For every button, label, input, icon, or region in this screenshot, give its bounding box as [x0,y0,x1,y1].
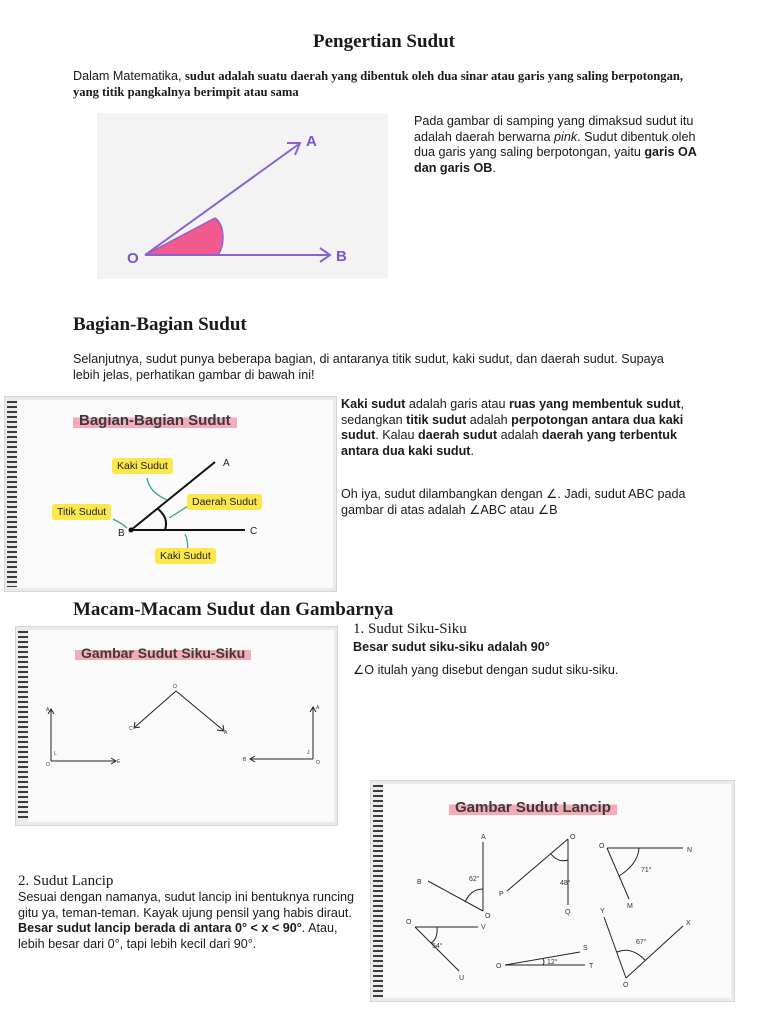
side-text-2: . Sudut dibentuk oleh dua garis yang saling berpotongan, yaitu [414,129,696,159]
label-a: A [46,707,50,713]
s2-t10: adalah [497,428,542,442]
arc [543,959,544,965]
angle-diagram [97,113,388,279]
label-o: O [46,762,50,768]
bagian-intro: Selanjutnya, sudut punya beberapa bagian, di antaranya titik sudut, kaki sudut, dan daerah sudut. Supaya lebih jelas, perhatikan gambar di bawah ini! [73,352,664,382]
label-m: M [627,903,633,910]
tag-kaki-sudut-bottom: Kaki Sudut [155,548,216,564]
label-j: J [307,750,310,756]
intro-bold: sudut adalah suatu daerah yang dibentuk oleh dua sinar atau garis yang saling berpotongan, yang titik pangkalnya berimpit atau sama [73,69,684,99]
angle-explanation [414,114,704,176]
label-a: A [306,133,317,150]
arc [465,889,483,902]
label-o: O [623,982,629,989]
ray-oa-2 [176,691,223,730]
section-title-macam: Macam-Macam Sudut dan Gambarnya [73,599,394,620]
label-q: Q [565,909,571,916]
ray [428,881,483,911]
s2-t11: daerah yang terbentuk antara dua kaki sudut [341,428,677,458]
spiral-binding [18,631,28,821]
notebook-paper [28,630,334,822]
ray [505,952,580,965]
lancip-figure-title: Gambar Sudut Lancip [449,797,617,818]
intro-plain: Dalam Matematika, [73,69,182,83]
side-text-end: . [492,160,496,175]
angle-48: 48° [560,880,571,887]
spiral-binding [7,401,17,587]
label-y: Y [600,908,605,915]
siku-diagram [28,630,336,824]
arc [617,950,645,960]
bagian-figure [4,396,337,592]
s2-t12: . [470,443,474,458]
label-u: U [459,975,465,982]
label-a: A [224,730,228,736]
label-n: N [687,847,693,854]
arc [551,854,568,861]
angle-62: 62° [469,876,480,883]
tag-kaki-sudut-top: Kaki Sudut [112,458,173,474]
label-a: A [223,458,230,469]
label-b: B [417,879,422,886]
lancip-figure [370,780,735,1002]
s2-t5: titik sudut [406,412,467,427]
label-a: A [316,705,320,711]
label-t: T [589,963,594,970]
bagian-figure-title: Bagian-Bagian Sudut [73,410,237,431]
s2-t2: adalah garis atau [405,397,510,411]
label-o: O [406,919,412,926]
tag-titik-sudut: Titik Sudut [52,504,111,520]
label-o: O [496,963,502,970]
angle-symbol-note: Oh iya, sudut dilambangkan dengan ∠. Jadi, sudut ABC pada gambar di atas adalah ∠ABC atau ∠B [341,487,686,517]
lancip-paragraph [18,890,366,952]
siku-bold: Besar sudut siku-siku adalah 90° [353,640,550,654]
s2-t4: , sedangkan [341,397,684,427]
label-s: S [583,945,588,952]
label-o: O [485,913,491,920]
tag-daerah-sudut: Daerah Sudut [187,494,262,510]
ray [607,848,629,899]
lancip-diagram [383,784,733,1000]
label-o: O [599,843,605,850]
s2-t6: adalah [466,412,512,427]
label-o: O [316,760,320,766]
siku-figure-title: Gambar Sudut Siku-Siku [75,643,251,663]
angle-arc [158,509,166,530]
label-o: O [127,250,139,267]
label-b: B [118,528,125,539]
notebook-paper [17,400,333,588]
arc [619,848,639,876]
s2-t9: daerah sudut [418,428,498,442]
side-text-bold: garis OA dan garis OB [414,145,697,175]
siku-text: ∠O itulah yang disebut dengan sudut siku-siku. [353,663,619,677]
lancip-text-1: Sesuai dengan namanya, sudut lancip ini bentuknya runcing gitu ya, teman-teman. Kayak ujung pensil yang habis diraut. [18,890,355,920]
angle-figure [97,113,388,279]
angle-67: 67° [636,939,647,946]
label-b: B [243,757,247,763]
section-title-bagian: Bagian-Bagian Sudut [73,314,247,335]
label-b: B [336,248,347,265]
spiral-binding [373,785,383,997]
angle-12: 12° [547,959,558,966]
ray [604,917,626,978]
ray-oc [135,691,176,727]
label-c: C [250,526,258,537]
lancip-heading: 2. Sudut Lancip [18,873,114,889]
bagian-explanation [341,397,686,459]
s2-t7: perpotongan antara dua kaki sudut [341,412,684,442]
arrow-kaki-top-icon [147,478,167,500]
arrow-titik-icon [113,519,127,528]
angle-71: 71° [641,867,652,874]
s2-t8: . Kalau [375,428,418,442]
angle-54: 54° [432,943,443,950]
label-v: V [481,924,486,931]
section-title-pengertian: Pengertian Sudut [313,31,455,52]
label-e: E [117,759,121,765]
label-x: X [686,920,691,927]
label-a: A [481,834,486,841]
label-p: P [499,891,504,898]
s2-t1: Kaki sudut [341,397,406,411]
label-o: O [173,684,177,690]
notebook-paper [383,784,731,998]
s2-t3: ruas yang membentuk sudut [509,397,681,411]
arc [431,927,437,943]
lancip-text-2: . Atau, lebih besar dari 0°, tapi lebih kecil dari 90°. [18,921,338,951]
siku-figure [15,626,338,826]
angle-region [145,218,223,255]
vertex-dot [129,528,134,533]
lancip-bold: Besar sudut lancip berada di antara 0° < x < 90° [18,921,302,935]
label-o: O [570,834,576,841]
intro-paragraph [73,69,703,100]
siku-heading: 1. Sudut Siku-Siku [353,621,467,637]
label-l: L [54,751,57,757]
ray [507,839,568,891]
side-text-italic: pink [554,129,578,144]
label-c: C [129,726,133,732]
side-text-1: Pada gambar di samping yang dimaksud sudut itu adalah daerah berwarna [414,114,694,144]
